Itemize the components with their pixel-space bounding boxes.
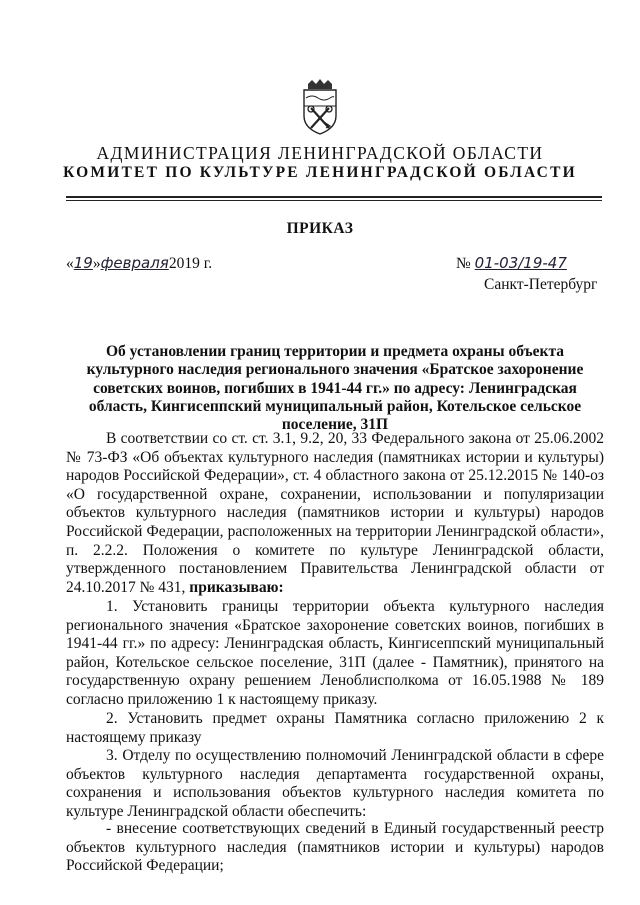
date-day-handwritten: 19 [73, 254, 93, 272]
preamble-text: В соответствии со ст. ст. 3.1, 9.2, 20, 33 Федерального закона от 25.06.2002 № 73-ФЗ «Об объектах культурного наследия (памятниках истории и культуры) народов Российской Федерации», ст. 4 областного закона от 25.12.2015 № 140-оз «О государственной охране, сохранении, использовании и популяризации объектов культурного наследия (памятников истории и культуры) народов Российской Федерации, расположенных на территории Ленинградской области», п. 2.2.2. Положения о комитете по культуре Ленинградской области, утвержденного постановлением Правительства Ленинградской области от 24.10.2017 № 431, [66, 430, 604, 596]
date-quote-close: » [92, 255, 101, 272]
order-item-3-subpoint: - внесение соответствующих сведений в Единый государственный реестр объектов культурного наследия (памятников истории и культуры) народов Российской Федерации; [66, 820, 604, 875]
number-label: № [456, 255, 471, 272]
date-year: 2019 г. [168, 255, 213, 272]
date-month-handwritten: февраля [100, 254, 169, 272]
order-number [456, 254, 567, 273]
coat-of-arms-emblem [300, 78, 340, 136]
preamble-paragraph [66, 430, 604, 597]
number-value-handwritten: 01-03/19-47 [474, 254, 567, 272]
order-subject: Об установлении границ территории и предмета охраны объекта культурного наследия регионального значения «Братское захоронение советских воинов, погибших в 1941-44 гг.» по адресу: Ленинградская область, Кингисеппский муниципальный район, Котельское сельское поселение, 31П [86, 343, 584, 434]
order-item-2: 2. Установить предмет охраны Памятника согласно приложению 2 к настоящему приказу [66, 710, 604, 746]
document-type: ПРИКАЗ [286, 220, 354, 237]
order-verb: приказываю: [189, 578, 284, 596]
order-item-3: 3. Отделу по осуществлению полномочий Ленинградской области в сфере объектов культурного наследия департамента государственной охраны, сохранения и использования объектов культурного наследия комитета по культуре Ленинградской области обеспечить: [66, 747, 604, 820]
organization-name: АДМИНИСТРАЦИЯ ЛЕНИНГРАДСКОЙ ОБЛАСТИ [96, 143, 544, 163]
committee-name: КОМИТЕТ ПО КУЛЬТУРЕ ЛЕНИНГРАДСКОЙ ОБЛАСТИ [63, 164, 577, 181]
header-divider-thick [66, 196, 602, 198]
city: Санкт-Петербург [484, 276, 598, 293]
date-quote-open: « [66, 255, 74, 272]
header-divider-thin [66, 200, 602, 201]
order-item-1: 1. Установить границы территории объекта культурного наследия регионального значения «Братское захоронение советских воинов, погибших в 1941-44 гг.» по адресу: Ленинградская область, Кингисеппский муниципальный район, Котельское сельское поселение, 31П (далее - Памятник), принятого на государственную охрану решением Леноблисполкома от 16.05.1988 № 189 согласно приложению 1 к настоящему приказу. [66, 598, 604, 708]
order-date [66, 254, 212, 273]
